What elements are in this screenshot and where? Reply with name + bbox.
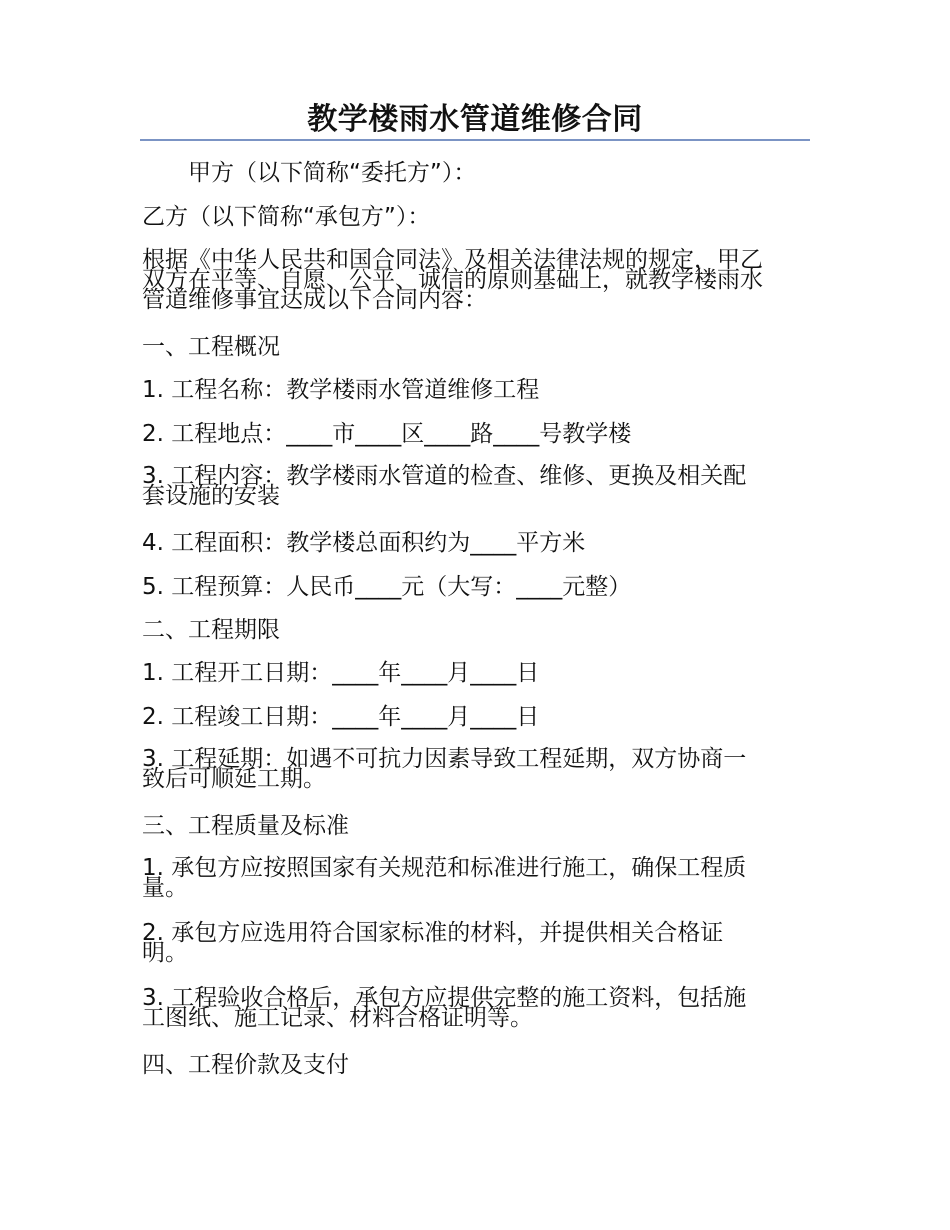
title-underline xyxy=(140,139,810,141)
preamble-paragraph xyxy=(142,247,812,313)
preamble-line: 管道维修事宜达成以下合同内容： xyxy=(142,287,487,313)
clause-project-area: 4. 工程面积：教学楼总面积约为____平方米 xyxy=(142,530,586,556)
preamble-line: 根据《中华人民共和国合同法》及相关法律法规的规定，甲乙 xyxy=(142,247,763,273)
clause-line: 套设施的安装 xyxy=(142,483,280,509)
section-heading-payment: 四、工程价款及支付 xyxy=(142,1052,349,1078)
party-b-line: 乙方（以下简称“承包方”）： xyxy=(142,204,431,230)
clause-line: 1. 承包方应按照国家有关规范和标准进行施工，确保工程质 xyxy=(142,855,747,881)
clause-project-location: 2. 工程地点：____市____区____路____号教学楼 xyxy=(142,421,632,447)
clause-acceptance-documents xyxy=(142,985,812,1031)
clause-quality-standards xyxy=(142,855,812,901)
clause-line: 3. 工程内容：教学楼雨水管道的检查、维修、更换及相关配 xyxy=(142,463,747,489)
clause-line: 明。 xyxy=(142,940,188,966)
clause-line: 量。 xyxy=(142,875,188,901)
clause-line: 2. 承包方应选用符合国家标准的材料，并提供相关合格证 xyxy=(142,920,724,946)
clause-project-content xyxy=(142,463,812,509)
preamble-line: 双方在平等、自愿、公平、诚信的原则基础上，就教学楼雨水 xyxy=(142,267,763,293)
clause-line: 3. 工程延期：如遇不可抗力因素导致工程延期，双方协商一 xyxy=(142,746,747,772)
document-title: 教学楼雨水管道维修合同 xyxy=(307,102,643,137)
clause-completion-date: 2. 工程竣工日期：____年____月____日 xyxy=(142,704,540,730)
clause-line: 致后可顺延工期。 xyxy=(142,766,326,792)
clause-start-date: 1. 工程开工日期：____年____月____日 xyxy=(142,660,540,686)
section-heading-period: 二、工程期限 xyxy=(142,617,280,643)
clause-extension xyxy=(142,746,812,792)
section-heading-quality: 三、工程质量及标准 xyxy=(142,813,349,839)
section-heading-overview: 一、工程概况 xyxy=(142,334,280,360)
clause-project-budget: 5. 工程预算：人民币____元（大写：____元整） xyxy=(142,574,632,600)
clause-materials xyxy=(142,920,812,966)
clause-project-name: 1. 工程名称：教学楼雨水管道维修工程 xyxy=(142,377,540,403)
clause-line: 工图纸、施工记录、材料合格证明等。 xyxy=(142,1005,533,1031)
clause-line: 3. 工程验收合格后，承包方应提供完整的施工资料，包括施 xyxy=(142,985,747,1011)
party-a-line: 甲方（以下简称“委托方”）： xyxy=(188,160,477,186)
